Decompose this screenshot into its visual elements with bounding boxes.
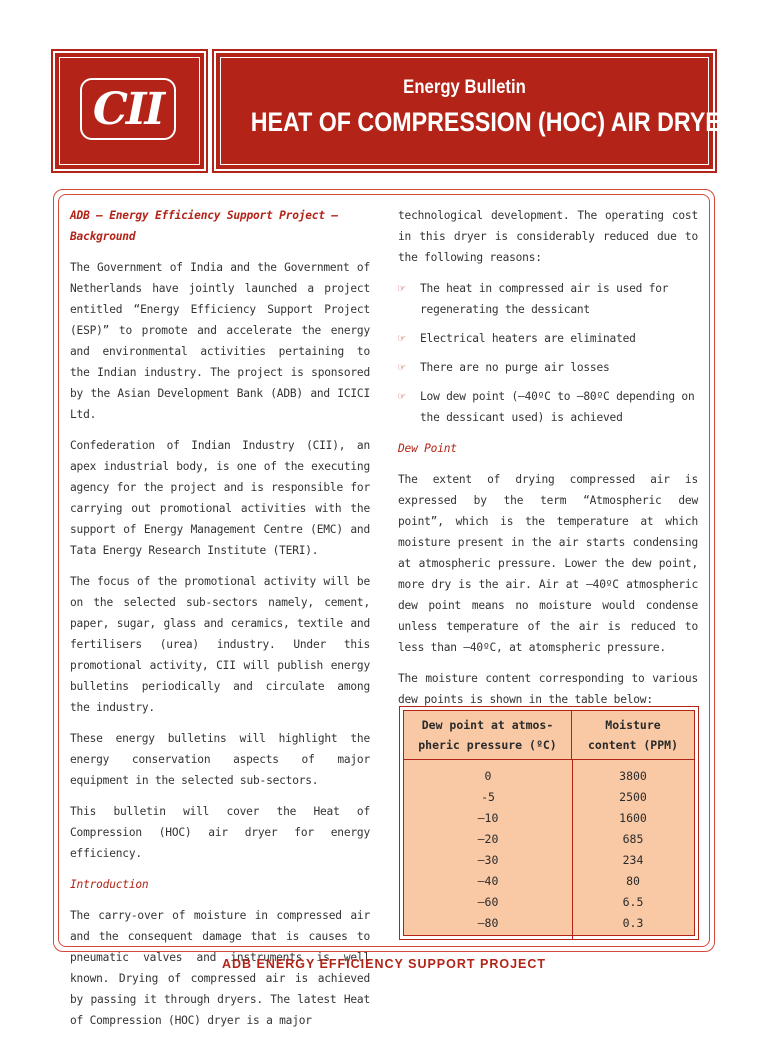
header-line: Dew point at atmos- xyxy=(421,718,554,732)
list-item xyxy=(398,357,698,378)
cell-moisture: 0.3 xyxy=(622,916,644,930)
cell-dew-point: –80 xyxy=(477,916,499,930)
paragraph: The moisture content corresponding to various dew points is shown in the table below: xyxy=(398,672,698,706)
cell-moisture: 685 xyxy=(622,832,644,846)
pointing-hand-icon: ☞ xyxy=(398,360,406,374)
left-column xyxy=(70,205,370,1041)
cell-moisture: 2500 xyxy=(619,790,647,804)
header-line: pheric pressure (ºC) xyxy=(418,738,557,752)
section-heading-background: ADB – Energy Efficiency Support Project – Background xyxy=(70,209,338,243)
column-header-dew-point xyxy=(404,711,572,759)
paragraph: Confederation of Indian Industry (CII), an apex industrial body, is one of the executing agency for the project and is responsible for carrying out promotional activities with the support of Energy Management Centre (EMC) and Tata Energy Research Institute (TERI). xyxy=(70,439,370,557)
list-item xyxy=(398,386,698,428)
cell-moisture: 1600 xyxy=(619,811,647,825)
table-row xyxy=(404,811,694,832)
section-heading-dew-point: Dew Point xyxy=(398,442,457,455)
bulletin-label: Energy Bulletin xyxy=(403,77,526,98)
cell-moisture: 3800 xyxy=(619,769,647,783)
table-row xyxy=(404,895,694,916)
paragraph: The focus of the promotional activity will be on the selected sub-sectors namely, cement, paper, sugar, glass and ceramics, textile and fertilisers (urea) industry. Under this promotional activity, CII will publish energy bulletins periodically and circulate among the industry. xyxy=(70,575,370,714)
table-row xyxy=(404,853,694,874)
page-title: HEAT OF COMPRESSION (HOC) AIR DRYER xyxy=(250,107,738,137)
cell-moisture: 234 xyxy=(622,853,644,867)
table-row xyxy=(404,832,694,853)
list-item-text: Low dew point (–40ºC to –80ºC depending on the dessicant used) is achieved xyxy=(420,390,695,424)
list-item-text: There are no purge air losses xyxy=(420,361,610,374)
pointing-hand-icon: ☞ xyxy=(398,389,406,403)
table-rows xyxy=(404,769,694,937)
paragraph: These energy bulletins will highlight the energy conservation aspects of major equipment in the selected sub-sectors. xyxy=(70,732,370,787)
cell-dew-point: -5 xyxy=(481,790,495,804)
column-header-moisture xyxy=(572,715,694,755)
list-item-text: The heat in compressed air is used for regenerating the dessicant xyxy=(420,282,669,316)
paragraph: The Government of India and the Government of Netherlands have jointly launched a project entitled “Energy Efficiency Support Project (ESP)” to promote and accelerate the energy and environmental activities pertaining to the Indian industry. The project is sponsored by the Asian Development Bank (ADB) and ICICI Ltd. xyxy=(70,261,370,421)
paragraph: The extent of drying compressed air is expressed by the term “Atmospheric dew point”, which is the temperature at which moisture present in the air starts condensing at atmospheric pressure. Lower the dew point, more dry is the air. Air at –40ºC atmospheric dew point means no moisture would condense unless temperature of the air is reduced to less than –40ºC, at atomspheric pressure. xyxy=(398,473,698,654)
cell-dew-point: 0 xyxy=(484,769,492,783)
cell-dew-point: –10 xyxy=(477,811,499,825)
cell-dew-point: –20 xyxy=(477,832,499,846)
header-line: Moisture xyxy=(605,718,661,732)
paragraph: The carry-over of moisture in compressed air and the consequent damage that is causes to pneumatic valves and instruments is well known. Drying of compressed air is achieved by passing it through dryers. The latest Heat of Compression (HOC) dryer is a major xyxy=(70,909,370,1027)
logo-panel xyxy=(53,51,206,171)
table-row xyxy=(404,874,694,895)
dew-point-table xyxy=(399,706,699,940)
footer-project-name: ADB ENERGY EFFICIENCY SUPPORT PROJECT xyxy=(221,957,547,971)
list-item xyxy=(398,278,698,320)
cell-dew-point: –30 xyxy=(477,853,499,867)
cell-moisture: 80 xyxy=(626,874,640,888)
table-row xyxy=(404,916,694,937)
header-line: content (PPM) xyxy=(587,738,678,752)
pointing-hand-icon: ☞ xyxy=(398,331,406,345)
list-item xyxy=(398,328,698,349)
cell-moisture: 6.5 xyxy=(622,895,644,909)
table-row xyxy=(404,769,694,790)
table-row xyxy=(404,790,694,811)
table-header xyxy=(404,711,694,760)
list-item-text: Electrical heaters are eliminated xyxy=(420,332,636,345)
cell-dew-point: –60 xyxy=(477,895,499,909)
paragraph: technological development. The operating cost in this dryer is considerably reduced due to the following reasons: xyxy=(398,209,698,264)
cii-logo: CII xyxy=(80,78,176,140)
table-body xyxy=(403,710,695,936)
right-column xyxy=(398,205,698,720)
pointing-hand-icon: ☞ xyxy=(398,281,406,295)
section-heading-introduction: Introduction xyxy=(70,878,149,891)
paragraph: This bulletin will cover the Heat of Compression (HOC) air dryer for energy efficiency. xyxy=(70,805,370,860)
reasons-list xyxy=(398,278,698,428)
title-panel xyxy=(214,51,738,171)
cell-dew-point: –40 xyxy=(477,874,499,888)
